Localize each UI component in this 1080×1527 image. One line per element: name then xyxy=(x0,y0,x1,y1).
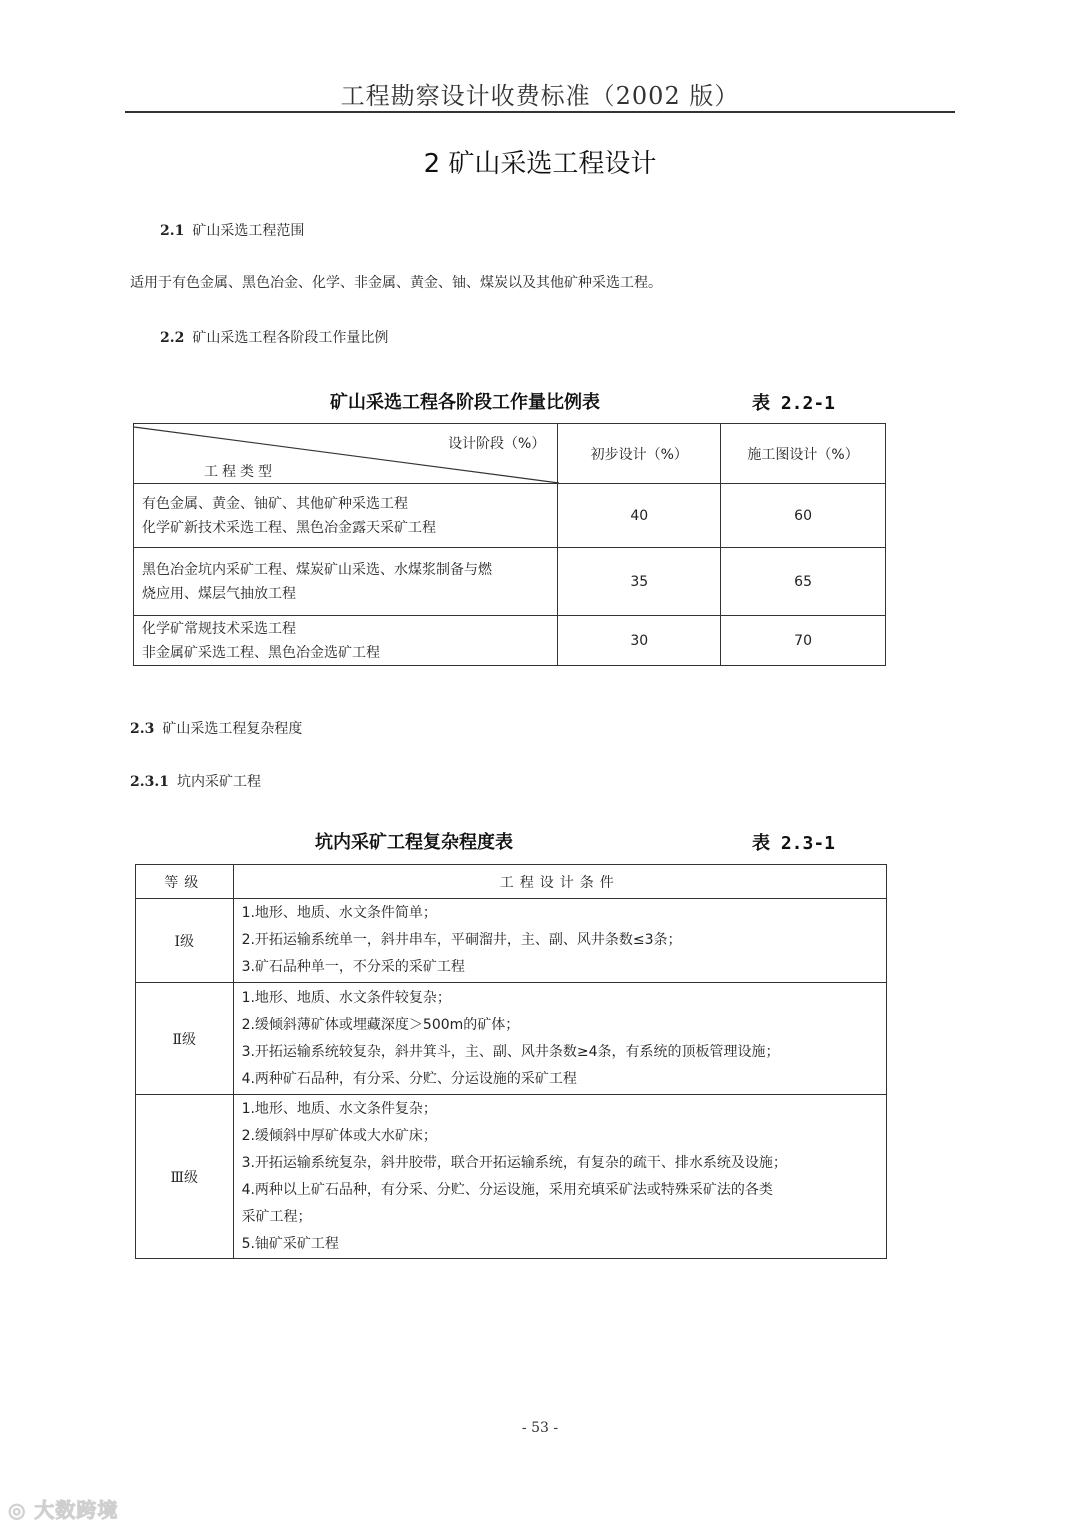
table-header-row xyxy=(134,424,886,484)
section-2-1-heading xyxy=(160,220,304,240)
chapter-title: 2 矿山采选工程设计 xyxy=(423,149,657,179)
page-number: - 53 - xyxy=(521,1420,559,1436)
construction-value: 60 xyxy=(721,484,886,548)
conditions-cell xyxy=(233,899,886,983)
condition-line: 2.缓倾斜中厚矿体或大水矿床； xyxy=(241,1127,437,1144)
section-title: 坑内采矿工程 xyxy=(176,774,261,790)
table-row xyxy=(134,548,886,616)
running-header: 工程勘察设计收费标准（2002 版） xyxy=(340,82,740,110)
col-prelim-header: 初步设计（%） xyxy=(558,424,721,484)
section-number: 2.1 xyxy=(160,223,185,239)
type-line: 有色金属、黄金、铀矿、其他矿种采选工程 xyxy=(142,495,408,512)
section-number: 2.3 xyxy=(130,721,155,737)
condition-line: 1.地形、地质、水文条件复杂； xyxy=(241,1100,437,1117)
type-line: 非金属矿采选工程、黑色冶金选矿工程 xyxy=(142,644,380,661)
section-2-2-heading xyxy=(160,327,388,347)
type-line: 烧应用、煤层气抽放工程 xyxy=(142,585,296,602)
construction-value: 65 xyxy=(721,548,886,616)
table-row xyxy=(136,1095,887,1259)
table2-caption: 坑内采矿工程复杂程度表 xyxy=(315,832,513,853)
table1-number: 表 2.2-1 xyxy=(752,393,836,414)
prelim-value: 35 xyxy=(558,548,721,616)
construction-value: 70 xyxy=(721,616,886,666)
prelim-value: 40 xyxy=(558,484,721,548)
condition-line: 3.矿石品种单一，不分采的采矿工程 xyxy=(241,959,465,975)
section-title: 矿山采选工程复杂程度 xyxy=(162,721,303,737)
col-construction-header: 施工图设计（%） xyxy=(721,424,886,484)
table2-number: 表 2.3-1 xyxy=(752,833,836,854)
condition-line: 3.开拓运输系统复杂，斜井胶带，联合开拓运输系统，有复杂的疏干、排水系统及设施； xyxy=(241,1154,787,1171)
grade-cell: Ⅰ级 xyxy=(136,899,234,983)
section-number: 2.2 xyxy=(160,330,185,346)
watermark-logo-icon: ◎ xyxy=(8,1498,27,1522)
grade-cell: Ⅲ级 xyxy=(136,1095,234,1259)
col-grade-header: 等级 xyxy=(136,865,234,899)
header-rule xyxy=(125,111,955,113)
condition-line: 3.开拓运输系统较复杂，斜井箕斗，主、副、风井条数≥4条，有系统的顶板管理设施； xyxy=(241,1043,780,1060)
table-row xyxy=(136,899,887,983)
diagonal-header-cell xyxy=(134,424,558,484)
conditions-cell xyxy=(233,983,886,1095)
condition-line: 2.开拓运输系统单一，斜井串车，平硐溜井，主、副、风井条数≤3条； xyxy=(241,932,682,948)
condition-line: 1.地形、地质、水文条件简单； xyxy=(241,905,437,921)
condition-line: 5.铀矿采矿工程 xyxy=(241,1235,339,1252)
table-header-row xyxy=(136,865,887,899)
type-line: 化学矿新技术采选工程、黑色冶金露天采矿工程 xyxy=(142,519,436,536)
col-conditions-header: 工程设计条件 xyxy=(233,865,886,899)
scope-paragraph: 适用于有色金属、黑色冶金、化学、非金属、黄金、铀、煤炭以及其他矿种采选工程。 xyxy=(130,275,662,291)
watermark-text: 大数跨境 xyxy=(34,1498,119,1522)
condition-line: 1.地形、地质、水文条件较复杂； xyxy=(241,989,451,1006)
type-line: 黑色冶金坑内采矿工程、煤炭矿山采选、水煤浆制备与燃 xyxy=(142,561,492,578)
complexity-table xyxy=(135,864,887,1259)
project-type-cell xyxy=(134,484,558,548)
project-type-cell xyxy=(134,548,558,616)
table-row xyxy=(134,484,886,548)
condition-line: 采矿工程； xyxy=(241,1208,312,1225)
condition-line: 4.两种以上矿石品种，有分采、分贮、分运设施，采用充填采矿法或特殊采矿法的各类 xyxy=(241,1181,773,1198)
grade-cell: Ⅱ级 xyxy=(136,983,234,1095)
section-number: 2.3.1 xyxy=(130,774,169,790)
type-line: 化学矿常规技术采选工程 xyxy=(142,620,296,637)
project-type-label: 工程类型 xyxy=(204,463,276,480)
workload-ratio-table xyxy=(133,423,886,666)
condition-line: 4.两种矿石品种，有分采、分贮、分运设施的采矿工程 xyxy=(241,1070,577,1087)
section-2-3-1-heading xyxy=(130,771,261,791)
conditions-cell xyxy=(233,1095,886,1259)
table-row xyxy=(134,616,886,666)
watermark xyxy=(8,1494,118,1523)
section-title: 矿山采选工程各阶段工作量比例 xyxy=(192,330,389,346)
section-2-3-heading xyxy=(130,718,302,738)
section-title: 矿山采选工程范围 xyxy=(192,223,305,239)
prelim-value: 30 xyxy=(558,616,721,666)
table1-caption: 矿山采选工程各阶段工作量比例表 xyxy=(330,392,600,413)
condition-line: 2.缓倾斜薄矿体或埋藏深度＞500m的矿体； xyxy=(241,1016,520,1033)
project-type-cell xyxy=(134,616,558,666)
table-row xyxy=(136,983,887,1095)
design-stage-label: 设计阶段（%） xyxy=(448,435,546,452)
